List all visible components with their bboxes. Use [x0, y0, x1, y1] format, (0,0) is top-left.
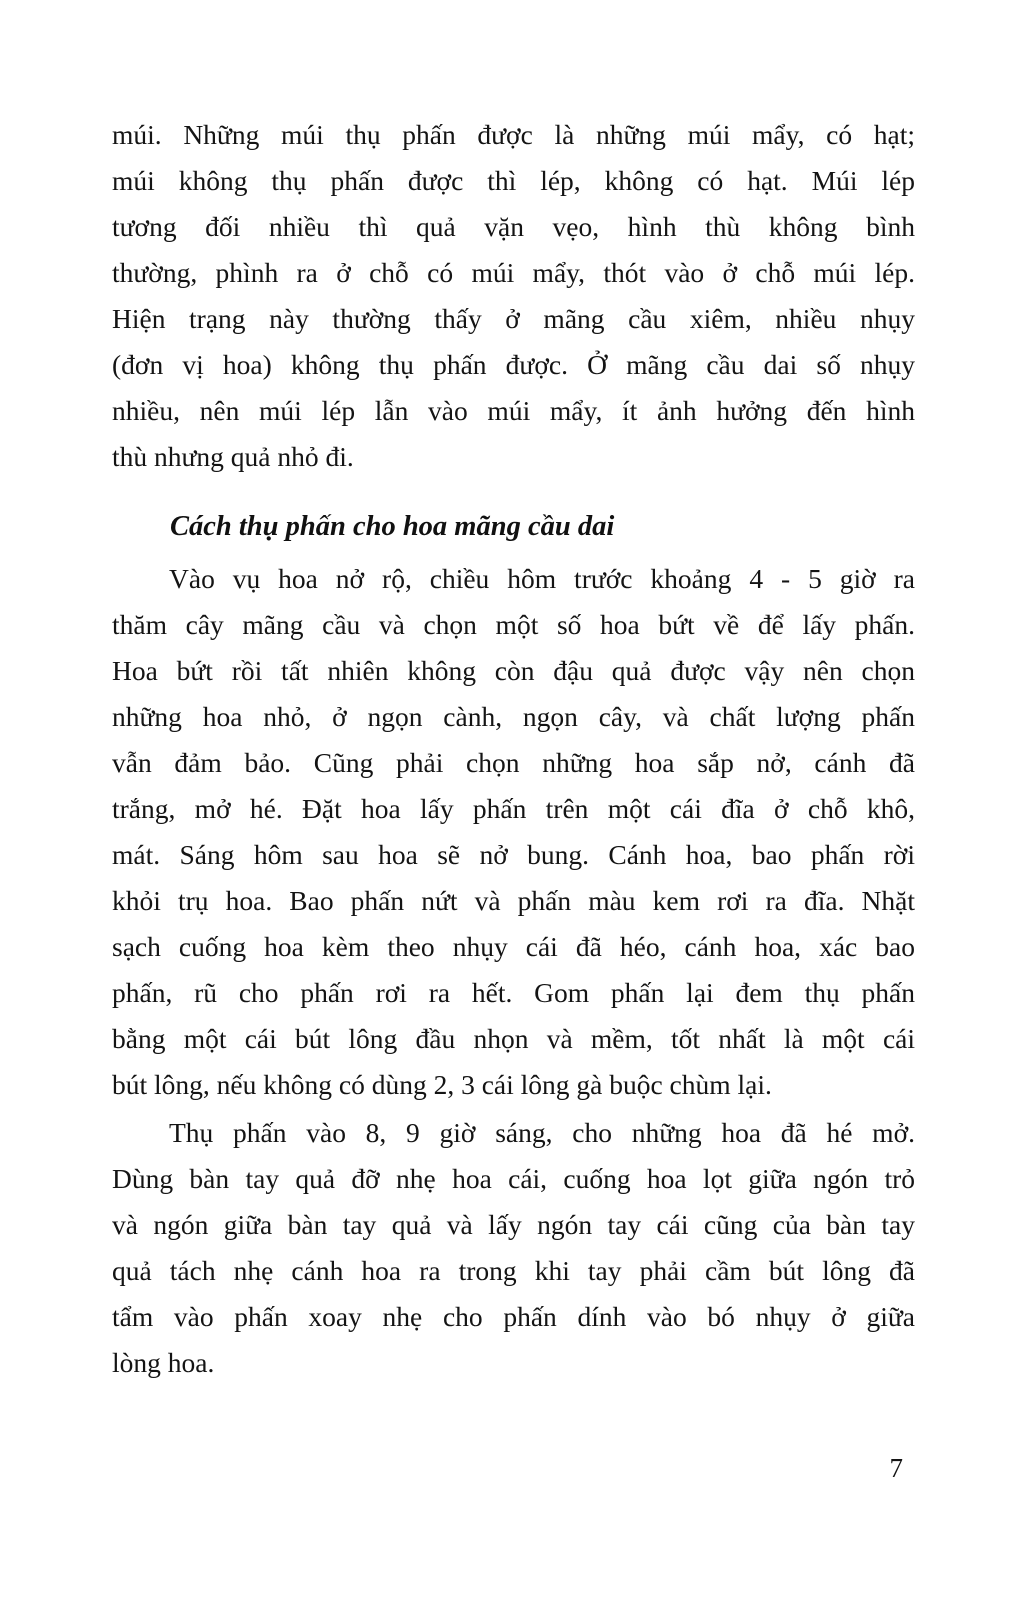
- text-line: tương đối nhiều thì quả vặn vẹo, hình thù không bình: [112, 211, 915, 242]
- text-line: bút lông, nếu không có dùng 2, 3 cái lông gà buộc chùm lại.: [112, 1069, 772, 1100]
- paragraph: [112, 556, 915, 1108]
- text-line: (đơn vị hoa) không thụ phấn được. Ở mãng cầu dai số nhụy: [112, 349, 915, 380]
- section-heading: Cách thụ phấn cho hoa mãng cầu dai: [170, 511, 615, 542]
- text-line: Thụ phấn vào 8, 9 giờ sáng, cho những hoa đã hé mở.: [169, 1117, 915, 1148]
- text-line: múi. Những múi thụ phấn được là những múi mẩy, có hạt;: [112, 119, 915, 150]
- text-line: khỏi trụ hoa. Bao phấn nứt và phấn màu kem rơi ra đĩa. Nhặt: [112, 885, 915, 916]
- text-line: mát. Sáng hôm sau hoa sẽ nở bung. Cánh hoa, bao phấn rời: [112, 839, 915, 870]
- text-line: thăm cây mãng cầu và chọn một số hoa bứt về để lấy phấn.: [112, 609, 915, 640]
- text-line: Vào vụ hoa nở rộ, chiều hôm trước khoảng 4 - 5 giờ ra: [169, 563, 915, 594]
- text-line: Dùng bàn tay quả đỡ nhẹ hoa cái, cuống hoa lọt giữa ngón trỏ: [112, 1163, 915, 1194]
- text-line: quả tách nhẹ cánh hoa ra trong khi tay phải cầm bút lông đã: [112, 1255, 915, 1286]
- text-line: bằng một cái bút lông đầu nhọn và mềm, tốt nhất là một cái: [112, 1023, 915, 1054]
- text-line: và ngón giữa bàn tay quả và lấy ngón tay cái cũng của bàn tay: [112, 1209, 915, 1240]
- text-line: tẩm vào phấn xoay nhẹ cho phấn dính vào bó nhụy ở giữa: [112, 1301, 915, 1332]
- text-line: nhiều, nên múi lép lẫn vào múi mẩy, ít ảnh hưởng đến hình: [112, 395, 915, 426]
- text-line: thù nhưng quả nhỏ đi.: [112, 441, 354, 472]
- paragraph: [112, 112, 915, 480]
- text-line: Hiện trạng này thường thấy ở mãng cầu xiêm, nhiều nhụy: [112, 303, 915, 334]
- text-line: múi không thụ phấn được thì lép, không có hạt. Múi lép: [112, 165, 915, 196]
- text-line: Hoa bứt rồi tất nhiên không còn đậu quả được vậy nên chọn: [112, 655, 915, 686]
- text-line: thường, phình ra ở chỗ có múi mẩy, thót vào ở chỗ múi lép.: [112, 257, 915, 288]
- text-line: trắng, mở hé. Đặt hoa lấy phấn trên một cái đĩa ở chỗ khô,: [112, 793, 915, 824]
- paragraph: [112, 1110, 915, 1386]
- text-line: lòng hoa.: [112, 1347, 215, 1378]
- text-line: sạch cuống hoa kèm theo nhụy cái đã héo, cánh hoa, xác bao: [112, 931, 915, 962]
- text-line: vẫn đảm bảo. Cũng phải chọn những hoa sắp nở, cánh đã: [112, 747, 915, 778]
- page-number: 7: [889, 1453, 903, 1483]
- page-content: [112, 112, 915, 1386]
- text-line: những hoa nhỏ, ở ngọn cành, ngọn cây, và chất lượng phấn: [112, 701, 915, 732]
- text-line: phấn, rũ cho phấn rơi ra hết. Gom phấn lại đem thụ phấn: [112, 977, 915, 1008]
